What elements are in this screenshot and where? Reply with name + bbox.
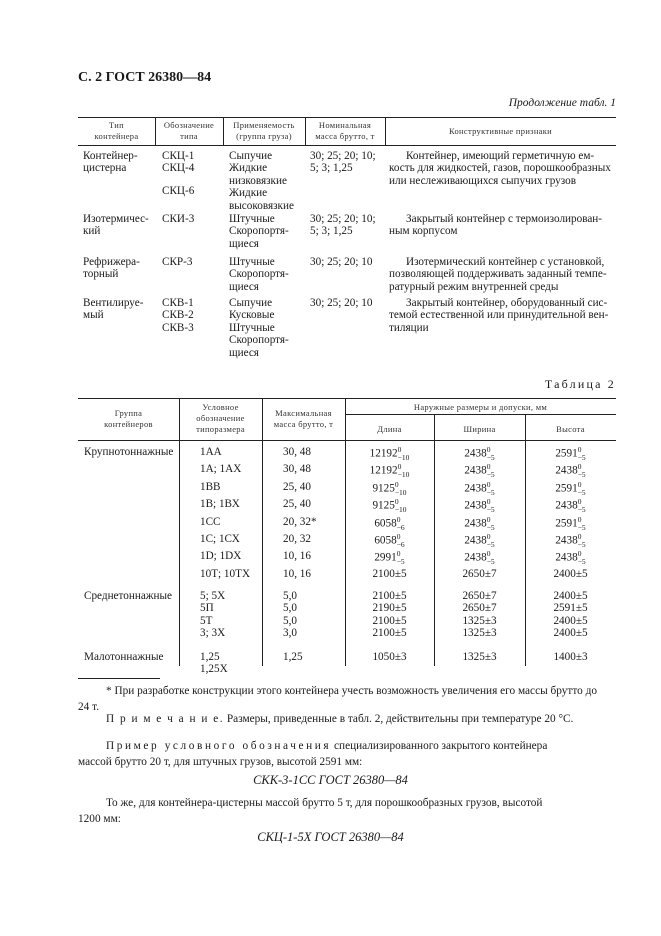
t2-code: 1В; 1ВХ [200,498,240,511]
t2-width: 2438 0 −5 [464,445,495,462]
t2-length: 12192 0 −10 [369,445,410,462]
t2-length: 2991 0 −5 [374,549,405,567]
t1-header-designation: Обозначение типа [163,120,215,141]
note: П р и м е ч а н и е. Размеры, приведенные в табл. 2, действительны при температуре 20 °С. [106,713,574,725]
t2-height: 2400±5 [553,567,588,580]
t2-header-designation: Условное обозначение типоразмера [196,402,245,434]
t1-row3-mass: 30; 25; 20; 10 [310,256,373,268]
t2-mass: 3,0 [283,626,297,639]
t2-code: 5П [200,602,214,615]
t2-height: 2438 0 −5 [555,462,586,480]
t2-code: 1СС [200,515,221,528]
t1-header-type: Тип контейнера [94,120,139,141]
continuation-label: Продолжение табл. 1 [508,97,616,109]
example-2: То же, для контейнера-цистерны массой брутто 5 т, для порошкообразных грузов, высотой 1200 мм: [78,797,543,825]
t2-height: 2591 0 −5 [555,514,586,532]
t2-group-name: Малотоннажные [84,651,164,663]
t2-mass: 20, 32 [283,533,311,545]
t1-row3-features: Изотермический контейнер с установкой, позволяющей поддерживать заданный темпе- ратурный режим внутренней среды [389,256,607,293]
t2-header-outer: Наружные размеры и допуски, мм [413,402,548,412]
t2-code: 3; 3Х [200,626,226,639]
t2-code: 1С; 1СХ [200,533,240,545]
t2-length: 2100±5 [372,614,407,627]
t2-height: 2438 0 −5 [555,532,586,549]
t1-row1-codes: СКЦ-1 СКЦ-4 СКЦ-6 [162,150,195,197]
t2-height: 2438 0 −5 [555,497,586,515]
t2-mass: 25, 40 [283,498,311,511]
t2-width: 2438 0 −5 [464,549,495,567]
t1-row1-cargo: Сыпучие Жидкие низковязкие Жидкие высоковязкие [229,150,294,212]
t2-header-width: Ширина [463,424,496,434]
t1-row2-codes: СКИ-3 [162,213,195,225]
t1-row1-features: Контейнер, имеющий герметичную ем- кость для жидкостей, газов, порошкообразных или неслеживающихся сыпучих грузов [389,150,611,187]
t2-mass: 1,25 [283,651,303,663]
t2-mass: 25, 40 [283,480,311,493]
t2-length: 12192 0 −10 [369,462,410,480]
t2-width: 2650±7 [462,590,497,603]
t1-row2-mass: 30; 25; 20; 10; 5; 3; 1,25 [310,213,376,238]
t2-width: 2438 0 −5 [464,462,495,480]
t2-length: 1050±3 [372,651,407,663]
t2-height: 2400±5 [553,626,588,639]
t2-length: 6058 0 −6 [374,532,405,549]
t1-row4-codes: СКВ-1 СКВ-2 СКВ-3 [162,297,194,334]
t1-row3-codes: СКР-3 [162,256,193,268]
t2-mass: 5,0 [283,614,297,627]
footnote-rule [78,678,160,679]
t2-code: 5; 5Х [200,590,226,603]
t2-code: 1АА [200,446,222,458]
t2-header-length: Длина [377,424,402,434]
t2-mass: 30, 48 [283,446,311,458]
t2-width: 1325±3 [462,614,497,627]
t2-header-group: Группа контейнеров [104,408,153,429]
t2-height: 2591 0 −5 [555,479,586,497]
t2-width: 2650±7 [462,567,497,580]
t2-height: 1400±3 [553,651,588,663]
t2-length: 9125 0 −10 [372,497,407,515]
t1-row1-mass: 30; 25; 20; 10; 5; 3; 1,25 [310,150,376,175]
t2-height: 2438 0 −5 [555,549,586,567]
t2-mass: 5,0 [283,602,297,615]
t2-code: 1D; 1DХ [200,550,242,563]
example-2-designation: СКЦ-1-5Х ГОСТ 26380—84 [257,830,404,844]
t2-width: 1325±3 [462,626,497,639]
t2-mass: 5,0 [283,590,297,603]
t1-row2-type: Изотермичес- кий [83,213,149,238]
t2-width: 2438 0 −5 [464,479,495,497]
t2-length: 2190±5 [372,602,407,615]
t2-width: 2438 0 −5 [464,514,495,532]
t2-width: 2438 0 −5 [464,497,495,515]
t2-group-name: Крупнотоннажные [84,446,174,458]
t1-row4-features: Закрытый контейнер, оборудованный сис- темой естественной или принудительной вен- тиляции [389,297,609,334]
t2-group-name: Среднетоннажные [84,590,172,603]
footnote: * При разработке конструкции этого контейнера учесть возможность увеличения его массы брутто до 24 т. [78,685,597,713]
t2-height: 2400±5 [553,614,588,627]
example-1: Пример условного обозначения специализированного закрытого контейнера массой брутто 20 т, для штучных грузов, высотой 2591 мм: [78,740,548,768]
t2-code: 1ВВ [200,480,221,493]
page-header: С. 2 ГОСТ 26380—84 [78,70,212,85]
example-1-designation: СКК-3-1СС ГОСТ 26380—84 [253,773,408,787]
t2-length: 2100±5 [372,626,407,639]
t1-row1-type: Контейнер- цистерна [83,150,138,175]
t1-row4-type: Вентилируе- мый [83,297,144,322]
table-2-title: Таблица 2 [544,377,616,391]
t2-length: 2100±5 [372,590,407,603]
t2-code: 5Т [200,614,213,627]
t1-row4-mass: 30; 25; 20; 10 [310,297,373,309]
t2-header-height: Высота [556,424,585,434]
t2-width: 2438 0 −5 [464,532,495,549]
t2-code: 10Т; 10ТХ [200,567,251,580]
t1-row3-type: Рефрижера- торный [83,256,140,281]
t2-code: 1,25 [200,651,220,663]
t2-height: 2591±5 [553,602,588,615]
t2-length: 2100±5 [372,567,407,580]
t1-row3-cargo: Штучные Скоропортя- щиеся [229,256,289,293]
t1-row2-cargo: Штучные Скоропортя- щиеся [229,213,289,250]
t1-row2-features: Закрытый контейнер с термоизолирован- ным корпусом [389,213,603,238]
t2-mass: 30, 48 [283,463,311,476]
t2-width: 2650±7 [462,602,497,615]
t2-height: 2591 0 −5 [555,445,586,462]
t2-mass: 10, 16 [283,567,311,580]
t2-width: 1325±3 [462,651,497,663]
t2-length: 9125 0 −10 [372,479,407,497]
t2-code: 1А; 1АХ [200,463,242,476]
t2-height: 2400±5 [553,590,588,603]
t2-mass: 20, 32* [283,515,317,528]
t1-header-applicability: Применяемость (группа груза) [233,120,295,141]
t1-header-mass: Номинальная масса брутто, т [315,120,375,141]
t1-header-features: Конструктивные признаки [448,126,553,136]
t2-length: 6058 0 −6 [374,514,405,532]
t2-mass: 10, 16 [283,550,311,563]
t2-header-mass: Максимальная масса брутто, т [273,408,334,429]
t2-code: 1,25Х [200,663,228,676]
t1-row4-cargo: Сыпучие Кусковые Штучные Скоропортя- щиеся [229,297,289,359]
